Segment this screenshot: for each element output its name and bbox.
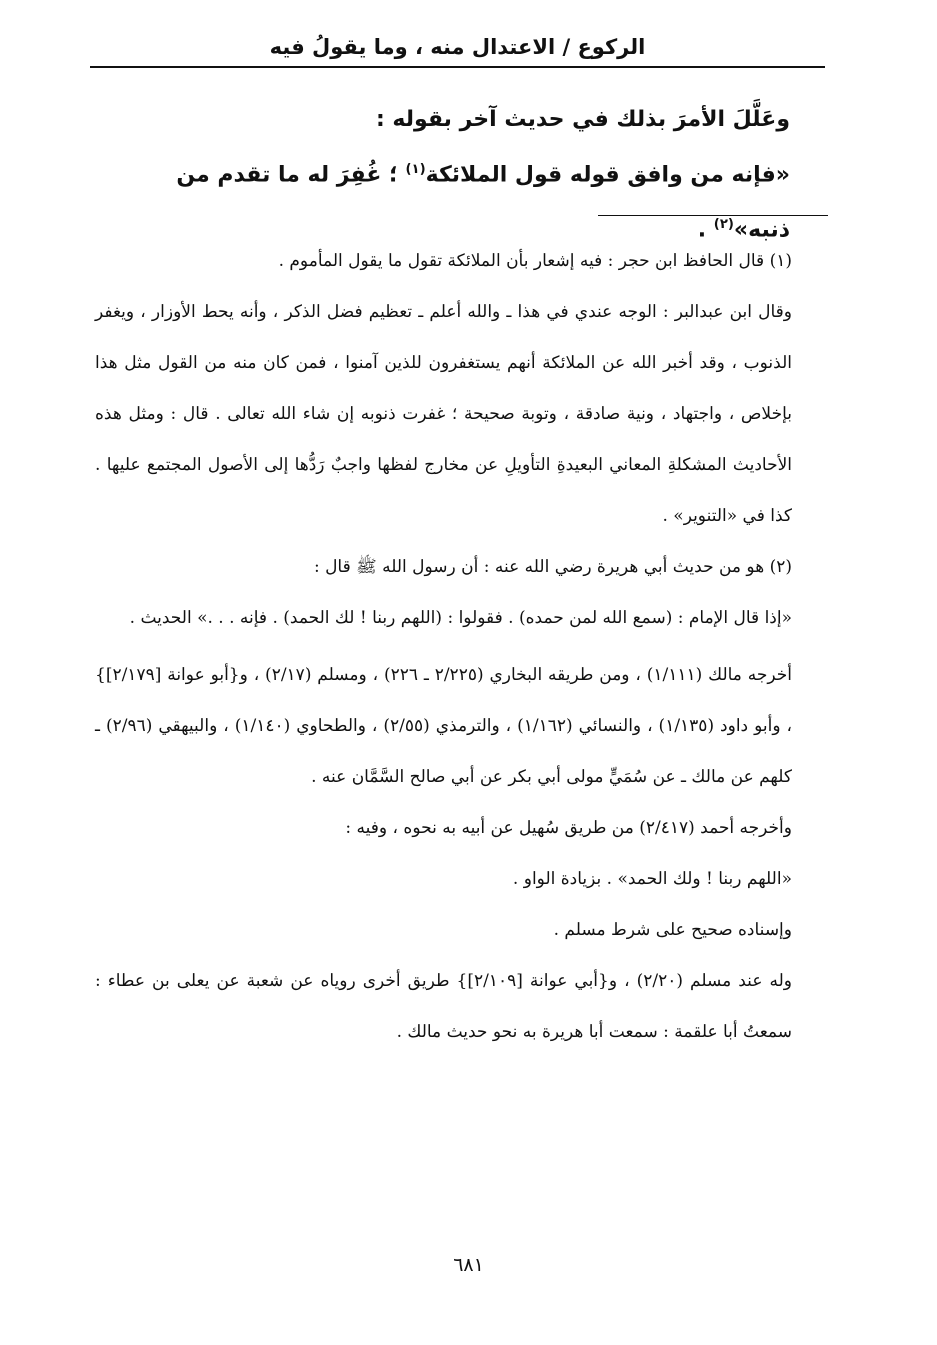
- footnote-2-paragraph-7: وله عند مسلم (٢/٢٠) ، و{أبي عوانة [٢/١٠٩]} طريق أخرى روياه عن شعبة عن يعلى بن عطاء : سمعتُ أبا علقمة : سمعت أبا هريرة به نحو حديث مالك .: [95, 971, 792, 1042]
- footnotes: [95, 236, 830, 1058]
- main-line-2-part-2: ؛ غُفِرَ له ما تقدم من ذنبه»: [176, 162, 790, 243]
- footnote-2-paragraph-4: وأخرجه أحمد (٢/٤١٧) من طريق سُهيل عن أبيه به نحوه ، وفيه :: [345, 818, 792, 838]
- footnote-2-paragraph-6: وإسناده صحيح على شرط مسلم .: [553, 920, 792, 940]
- footnote-1-paragraph-1: (١) قال الحافظ ابن حجر : فيه إشعار بأن الملائكة تقول ما يقول المأموم .: [278, 251, 792, 271]
- footnote-2-paragraph-3: أخرجه مالك (١/١١١) ، ومن طريقه البخاري (٢/٢٢٥ ـ ٢٢٦) ، ومسلم (٢/١٧) ، و{أبو عوانة [٢/١٧٩]} ، وأبو داود (١/١٣٥) ، والنسائي (١/١٦٢) ، والترمذي (٢/٥٥) ، والطحاوي (١/١٤٠) ، والبيهقي (٢/٩٦) ـ كلهم عن مالك ـ عن سُمَيٍّ مولى أبي بكر عن أبي صالح السَّمَّان عنه .: [95, 665, 793, 787]
- footnote-ref-1: (١): [405, 162, 426, 177]
- page-number: ٦٨١: [453, 1254, 484, 1276]
- main-line-1: وعَلَّلَ الأمرَ بذلك في حديث آخر بقوله :: [375, 107, 790, 132]
- main-line-2-part-1: «فإنه من وافق قوله قول الملائكة: [425, 162, 790, 188]
- footnote-1-paragraph-2: وقال ابن عبدالبر : الوجه عندي في هذا ـ والله أعلم ـ تعظيم فضل الذكر ، وأنه يحط الأوزار ، ويغفر الذنوب ، وقد أخبر الله عن الملائكة أنهم يستغفرون للذين آمنوا ، فمن كان منه من القول مثل هذا بإخلاص ، واجتهاد ، ونية صادقة ، وتوبة صحيحة ؛ غفرت ذنوبه إن شاء الله تعالى . قال : ومثل هذه الأحاديث المشكلةِ المعاني البعيدةِ التأويلِ عن مخارج لفظها واجبٌ رَدُّها إلى الأصول المجتمع عليها . كذا في «التنوير» .: [95, 302, 792, 526]
- main-text: [110, 95, 790, 256]
- footnote-2-paragraph-2: «إذا قال الإمام : (سمع الله لمن حمده) . فقولوا : (اللهم ربنا ! لك الحمد) . فإنه . . .» الحديث .: [129, 608, 792, 628]
- running-header-title: الركوع / الاعتدال منه ، وما يقولُ فيه: [269, 35, 646, 59]
- footnote-2-paragraph-5: «اللهم ربنا ! ولك الحمد» . بزيادة الواو .: [512, 869, 792, 889]
- header-divider: [90, 66, 825, 68]
- footnote-ref-2: (٢): [713, 217, 734, 233]
- main-line-2-end: .: [697, 217, 707, 243]
- footnote-2-paragraph-1: (٢) هو من حديث أبي هريرة رضي الله عنه : أن رسول الله ﷺ قال :: [313, 557, 792, 577]
- footnote-divider: [598, 215, 828, 216]
